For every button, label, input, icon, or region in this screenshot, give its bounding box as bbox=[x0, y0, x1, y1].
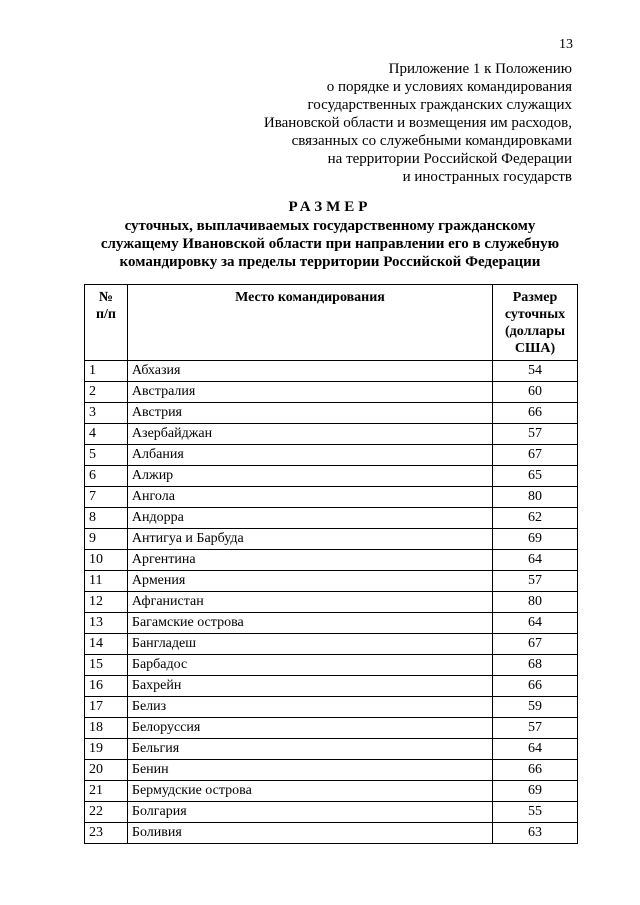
document-subtitle-line: суточных, выплачиваемых государственному гражданскому bbox=[124, 218, 536, 234]
table-row bbox=[85, 445, 578, 466]
row-place: Боливия bbox=[127, 823, 492, 844]
appendix-line: Ивановской области и возмещения им расходов, bbox=[263, 115, 572, 131]
table-row bbox=[85, 655, 578, 676]
table-row bbox=[85, 613, 578, 634]
appendix-line: связанных со служебными командировками bbox=[291, 133, 572, 149]
appendix-line: о порядке и условиях командирования bbox=[326, 79, 572, 95]
row-place: Албания bbox=[127, 445, 492, 466]
table-row bbox=[85, 592, 578, 613]
row-number: 8 bbox=[85, 508, 128, 529]
header-number-line: п/п bbox=[95, 307, 116, 322]
row-number: 12 bbox=[85, 592, 128, 613]
appendix-line: и иностранных государств bbox=[402, 169, 572, 185]
row-place: Абхазия bbox=[127, 361, 492, 382]
row-place: Андорра bbox=[127, 508, 492, 529]
row-rate: 66 bbox=[493, 403, 578, 424]
row-place: Бенин bbox=[127, 760, 492, 781]
row-place: Багамские острова bbox=[127, 613, 492, 634]
row-place: Австрия bbox=[127, 403, 492, 424]
header-rate-line: Размер bbox=[512, 290, 558, 305]
row-rate: 66 bbox=[493, 760, 578, 781]
row-place: Азербайджан bbox=[127, 424, 492, 445]
table-row bbox=[85, 487, 578, 508]
document-subtitle-line: служащему Ивановской области при направлении его в служебную bbox=[100, 236, 560, 252]
document-title: РАЗМЕР bbox=[288, 199, 372, 215]
row-number: 15 bbox=[85, 655, 128, 676]
document-subtitle-line: командировку за пределы территории Российской Федерации bbox=[119, 254, 541, 270]
table-row bbox=[85, 697, 578, 718]
row-place: Белоруссия bbox=[127, 718, 492, 739]
table-row bbox=[85, 508, 578, 529]
row-number: 17 bbox=[85, 697, 128, 718]
row-rate: 66 bbox=[493, 676, 578, 697]
table-row bbox=[85, 634, 578, 655]
table-row bbox=[85, 466, 578, 487]
table-row bbox=[85, 760, 578, 781]
row-number: 6 bbox=[85, 466, 128, 487]
table-row bbox=[85, 529, 578, 550]
row-number: 23 bbox=[85, 823, 128, 844]
table-row bbox=[85, 550, 578, 571]
row-number: 21 bbox=[85, 781, 128, 802]
row-rate: 67 bbox=[493, 445, 578, 466]
table-row bbox=[85, 676, 578, 697]
row-number: 16 bbox=[85, 676, 128, 697]
row-rate: 64 bbox=[493, 613, 578, 634]
table-row bbox=[85, 823, 578, 844]
row-rate: 59 bbox=[493, 697, 578, 718]
row-rate: 57 bbox=[493, 718, 578, 739]
row-number: 1 bbox=[85, 361, 128, 382]
row-number: 13 bbox=[85, 613, 128, 634]
row-rate: 64 bbox=[493, 739, 578, 760]
table-row bbox=[85, 718, 578, 739]
row-place: Ангола bbox=[127, 487, 492, 508]
row-rate: 69 bbox=[493, 529, 578, 550]
header-rate-line: США) bbox=[514, 341, 556, 356]
header-number-line: № bbox=[98, 290, 113, 305]
table-header-row bbox=[85, 285, 578, 361]
row-number: 4 bbox=[85, 424, 128, 445]
row-rate: 62 bbox=[493, 508, 578, 529]
table-row bbox=[85, 571, 578, 592]
row-rate: 57 bbox=[493, 571, 578, 592]
row-rate: 80 bbox=[493, 592, 578, 613]
row-number: 14 bbox=[85, 634, 128, 655]
row-number: 11 bbox=[85, 571, 128, 592]
row-place: Бангладеш bbox=[127, 634, 492, 655]
row-rate: 63 bbox=[493, 823, 578, 844]
row-rate: 69 bbox=[493, 781, 578, 802]
row-place: Аргентина bbox=[127, 550, 492, 571]
page-number: 13 bbox=[559, 37, 573, 52]
row-rate: 57 bbox=[493, 424, 578, 445]
appendix-line: Приложение 1 к Положению bbox=[388, 61, 572, 77]
row-rate: 80 bbox=[493, 487, 578, 508]
row-place: Болгария bbox=[127, 802, 492, 823]
appendix-line: государственных гражданских служащих bbox=[307, 97, 572, 113]
header-rate-line: (доллары bbox=[505, 324, 566, 339]
row-number: 2 bbox=[85, 382, 128, 403]
row-place: Алжир bbox=[127, 466, 492, 487]
header-rate bbox=[493, 285, 578, 361]
row-rate: 55 bbox=[493, 802, 578, 823]
table-row bbox=[85, 403, 578, 424]
table-row bbox=[85, 361, 578, 382]
row-number: 7 bbox=[85, 487, 128, 508]
row-number: 3 bbox=[85, 403, 128, 424]
row-rate: 68 bbox=[493, 655, 578, 676]
row-rate: 60 bbox=[493, 382, 578, 403]
row-place: Барбадос bbox=[127, 655, 492, 676]
row-number: 19 bbox=[85, 739, 128, 760]
row-place: Австралия bbox=[127, 382, 492, 403]
row-number: 10 bbox=[85, 550, 128, 571]
row-rate: 54 bbox=[493, 361, 578, 382]
table-row bbox=[85, 739, 578, 760]
header-place: Место командирования bbox=[127, 285, 492, 361]
row-place: Бельгия bbox=[127, 739, 492, 760]
header-number bbox=[85, 285, 128, 361]
row-place: Белиз bbox=[127, 697, 492, 718]
table-row bbox=[85, 382, 578, 403]
header-rate-line: суточных bbox=[504, 307, 566, 322]
row-number: 18 bbox=[85, 718, 128, 739]
per-diem-table bbox=[84, 284, 578, 844]
row-place: Антигуа и Барбуда bbox=[127, 529, 492, 550]
appendix-note bbox=[152, 60, 572, 186]
row-number: 20 bbox=[85, 760, 128, 781]
table-row bbox=[85, 781, 578, 802]
table-row bbox=[85, 802, 578, 823]
row-number: 5 bbox=[85, 445, 128, 466]
row-place: Бермудские острова bbox=[127, 781, 492, 802]
row-rate: 67 bbox=[493, 634, 578, 655]
appendix-line: на территории Российской Федерации bbox=[327, 151, 572, 167]
document-title-block bbox=[80, 198, 580, 271]
table-row bbox=[85, 424, 578, 445]
row-rate: 65 bbox=[493, 466, 578, 487]
row-place: Бахрейн bbox=[127, 676, 492, 697]
row-number: 9 bbox=[85, 529, 128, 550]
row-place: Афганистан bbox=[127, 592, 492, 613]
row-rate: 64 bbox=[493, 550, 578, 571]
row-number: 22 bbox=[85, 802, 128, 823]
row-place: Армения bbox=[127, 571, 492, 592]
